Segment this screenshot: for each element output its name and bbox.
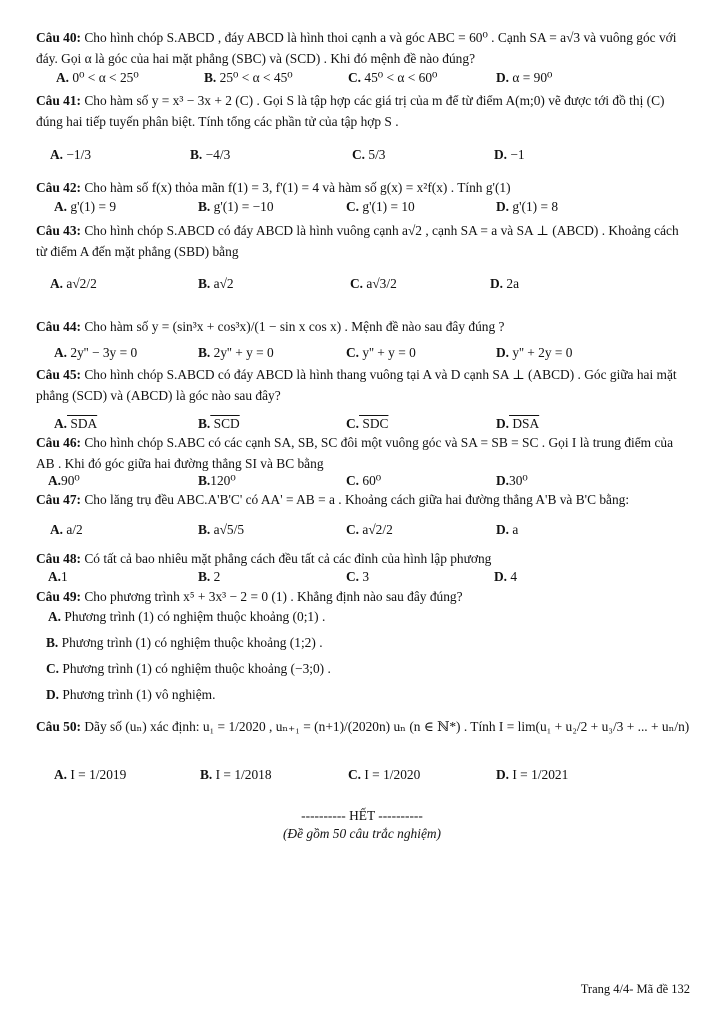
question-number: Câu 41:	[36, 93, 82, 108]
option-b: B. 25⁰ < α < 45⁰	[204, 70, 293, 85]
question-number: Câu 40:	[36, 30, 82, 45]
question-50	[36, 716, 690, 737]
question-text: Cho hình chóp S.ABCD có đáy ABCD là hình vuông cạnh a√2 , cạnh SA = a và SA ⊥ (ABCD) . Khoảng cách từ điểm A đến mặt phẳng (SBD) bằng	[36, 223, 679, 259]
option-c: C. 60⁰	[346, 473, 382, 488]
question-text: Cho hình chóp S.ABCD , đáy ABCD là hình thoi cạnh a và góc ABC = 60⁰ . Cạnh SA = a√3 và vuông góc với đáy. Gọi α là góc của hai mặt phẳng (SBC) và (SCD) . Khi đó mệnh đề nào đúng?	[36, 30, 677, 66]
question-45	[36, 364, 690, 406]
question-number: Câu 45:	[36, 367, 82, 382]
option-b: B. a√5/5	[198, 522, 245, 537]
question-47	[36, 489, 690, 510]
option-c: C. 45⁰ < α < 60⁰	[348, 70, 438, 85]
options-50	[0, 764, 724, 786]
option-b: B. Phương trình (1) có nghiệm thuộc khoảng (1;2) .	[46, 635, 323, 650]
option-d: D. α = 90⁰	[496, 70, 553, 85]
question-number: Câu 49:	[36, 589, 82, 604]
question-42	[36, 177, 690, 198]
question-text: Cho hình chóp S.ABC có các cạnh SA, SB, SC đôi một vuông góc và SA = SB = SC . Gọi I là trung điểm của AB . Khi đó góc giữa hai đường thẳng SI và BC bằng	[36, 435, 674, 471]
question-text: Dãy số (uₙ) xác định: u₁ = 1/2020 , uₙ₊₁ = (n+1)/(2020n) uₙ (n ∈ ℕ*) . Tính I = lim(u₁ + u₂/2 + u₃/3 + ... + uₙ/n)	[84, 719, 690, 734]
option-c: C. I = 1/2020	[348, 767, 421, 782]
option-a: A. a/2	[50, 522, 83, 537]
end-marker: ---------- HẾT ----------	[301, 808, 423, 823]
option-d: D. Phương trình (1) vô nghiệm.	[46, 687, 216, 702]
options-41	[0, 144, 724, 166]
option-b: B.120⁰	[198, 473, 236, 488]
option-d: D.30⁰	[496, 473, 528, 488]
option-c: C. y'' + y = 0	[346, 345, 416, 360]
question-text: Cho phương trình x⁵ + 3x³ − 2 = 0 (1) . Khẳng định nào sau đây đúng?	[84, 589, 463, 604]
option-a: A. a√2/2	[50, 276, 97, 291]
option-b: B. SCD	[198, 416, 240, 431]
option-d: D. 4	[494, 569, 518, 584]
option-c: C. 3	[346, 569, 370, 584]
option-a: A. 0⁰ < α < 25⁰	[56, 70, 139, 85]
question-text: Cho lăng trụ đều ABC.A'B'C' có AA' = AB = a . Khoảng cách giữa hai đường thẳng A'B và B'C bằng:	[84, 492, 630, 507]
option-d: D. a	[496, 522, 519, 537]
option-c: C. g'(1) = 10	[346, 199, 415, 214]
options-48	[0, 566, 724, 588]
options-40	[0, 67, 724, 89]
option-b: B. −4/3	[190, 147, 231, 162]
option-a: A. I = 1/2019	[54, 767, 127, 782]
options-49	[36, 606, 636, 710]
question-number: Câu 43:	[36, 223, 82, 238]
options-43	[0, 273, 724, 295]
question-46	[36, 432, 690, 474]
question-text: Có tất cả bao nhiêu mặt phẳng cách đều tất cả các đỉnh của hình lập phương	[84, 551, 492, 566]
question-text: Cho hàm số y = x³ − 3x + 2 (C) . Gọi S là tập hợp các giá trị của m để từ điểm A(m;0) vẽ được tới đồ thị (C) đúng hai tiếp tuyến phân biệt. Tính tổng các phần tử của tập hợp S .	[36, 93, 665, 129]
option-c: C. 5/3	[352, 147, 386, 162]
question-text: Cho hình chóp S.ABCD có đáy ABCD là hình thang vuông tại A và D cạnh SA ⊥ (ABCD) . Góc giữa hai mặt phẳng (SCD) và (ABCD) là góc nào sau đây?	[36, 367, 677, 403]
option-a: A. g'(1) = 9	[54, 199, 117, 214]
options-44	[0, 342, 724, 364]
question-text: Cho hàm số f(x) thỏa mãn f(1) = 3, f'(1) = 4 và hàm số g(x) = x²f(x) . Tính g'(1)	[84, 180, 511, 195]
question-number: Câu 46:	[36, 435, 82, 450]
question-number: Câu 44:	[36, 319, 82, 334]
page-footer: Trang 4/4- Mã đề 132	[580, 982, 690, 996]
option-a: A. Phương trình (1) có nghiệm thuộc khoảng (0;1) .	[48, 609, 326, 624]
options-42	[0, 196, 724, 218]
option-d: D. I = 1/2021	[496, 767, 569, 782]
option-b: B. 2y'' + y = 0	[198, 345, 274, 360]
question-40	[36, 27, 690, 69]
question-43	[36, 220, 690, 262]
option-c: C. SDC	[346, 416, 389, 431]
question-number: Câu 48:	[36, 551, 82, 566]
question-49	[36, 586, 690, 607]
question-text: Cho hàm số y = (sin³x + cos³x)/(1 − sin x cos x) . Mệnh đề nào sau đây đúng ?	[84, 319, 505, 334]
question-44	[36, 316, 690, 337]
option-a: A.90⁰	[48, 473, 80, 488]
option-b: B. a√2	[198, 276, 234, 291]
question-number: Câu 47:	[36, 492, 82, 507]
option-d: D. 2a	[490, 276, 520, 291]
options-47	[0, 519, 724, 541]
question-number: Câu 42:	[36, 180, 82, 195]
option-d: D. DSA	[496, 416, 540, 431]
option-d: D. g'(1) = 8	[496, 199, 559, 214]
option-a: A. SDA	[54, 416, 98, 431]
question-41	[36, 90, 690, 132]
option-c: C. a√3/2	[350, 276, 397, 291]
option-c: C. Phương trình (1) có nghiệm thuộc khoảng (−3;0) .	[46, 661, 331, 676]
option-d: D. y'' + 2y = 0	[496, 345, 573, 360]
exam-note: (Đề gồm 50 câu trắc nghiệm)	[282, 826, 442, 841]
question-number: Câu 50:	[36, 719, 82, 734]
option-b: B. g'(1) = −10	[198, 199, 274, 214]
option-a: A.1	[48, 569, 68, 584]
option-b: B. I = 1/2018	[200, 767, 272, 782]
option-a: A. 2y'' − 3y = 0	[54, 345, 138, 360]
option-b: B. 2	[198, 569, 221, 584]
option-c: C. a√2/2	[346, 522, 393, 537]
option-a: A. −1/3	[50, 147, 92, 162]
option-d: D. −1	[494, 147, 525, 162]
